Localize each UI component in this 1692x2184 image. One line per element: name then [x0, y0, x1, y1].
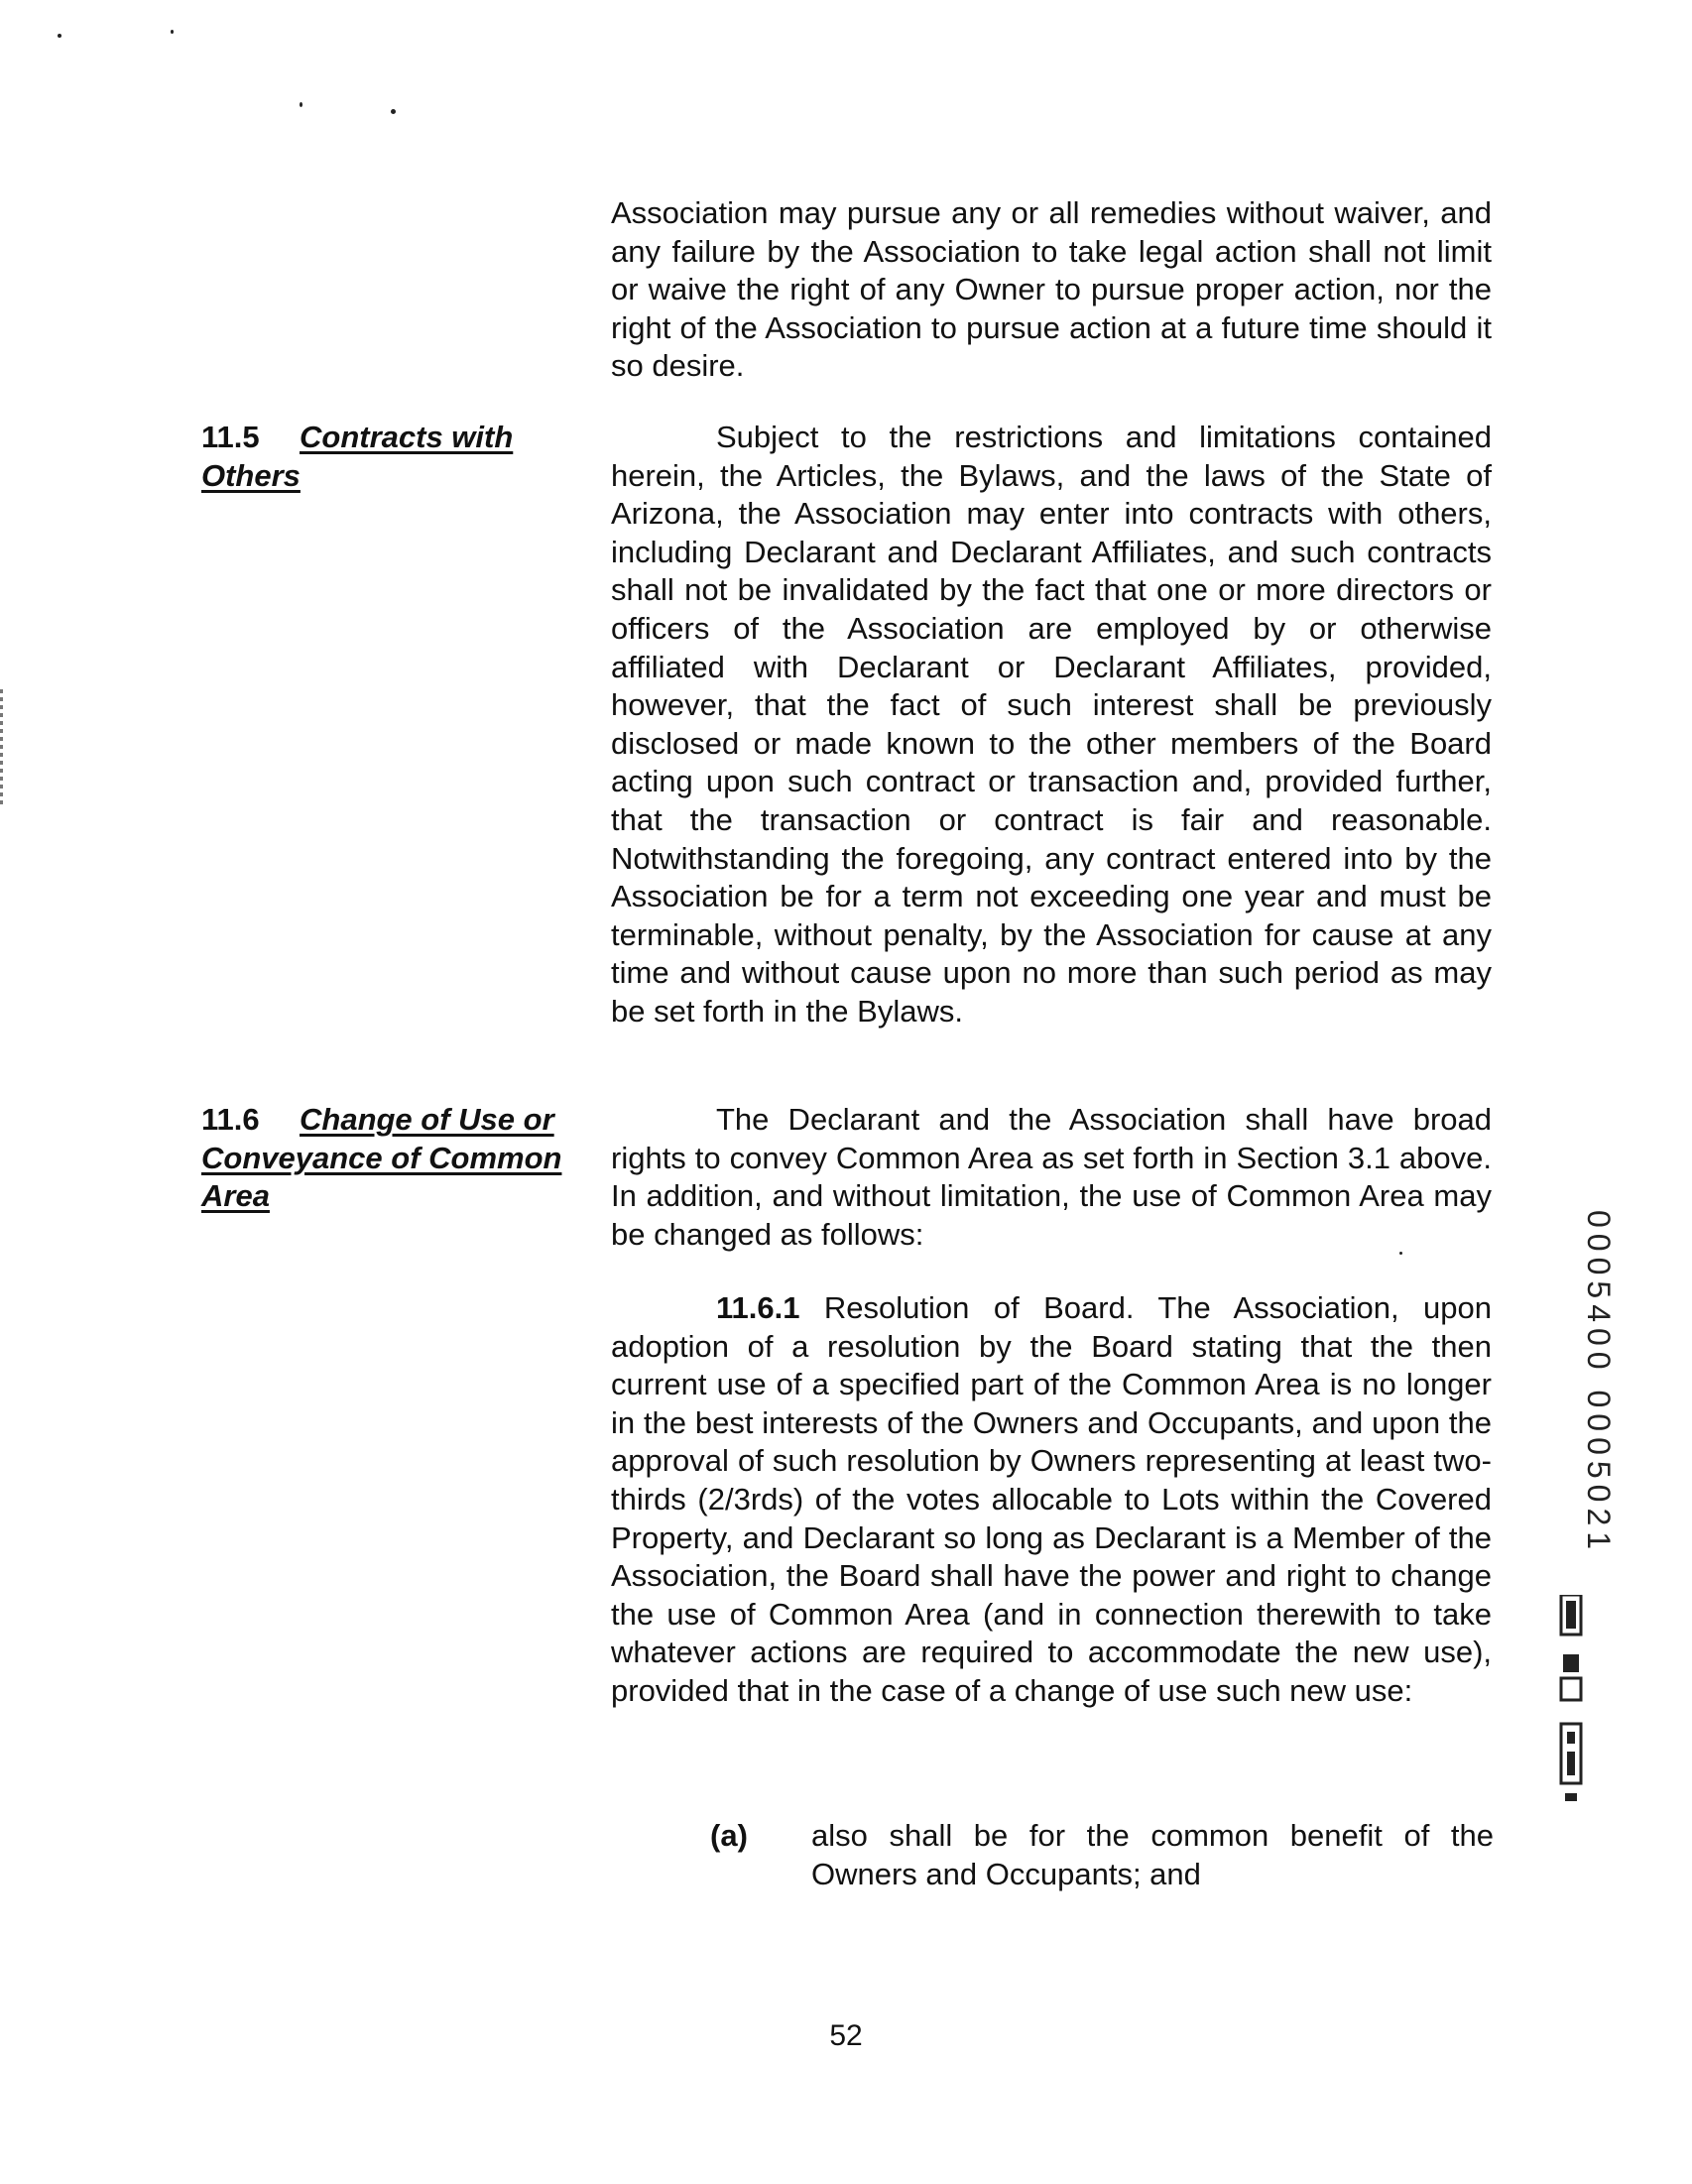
scan-edge-mark	[0, 689, 3, 808]
subsection-text: Resolution of Board. The Association, upon adoption of a resolution by the Board stating that the then current use of a specified part of the Common Area is no longer in the best interests of the Owners and Occupants, and upon the approval of such resolution by Owners representing at least two-thirds (2/3rds) of the votes allocable to Lots within the Covered Property, and Declarant so long as Declarant is a Member of the Association, the Board shall have the power and right to change the use of Common Area (and in connection therewith to take whatever actions are required to accommodate the new use), provided that in the case of a change of use such new use:	[611, 1290, 1492, 1708]
intro-paragraph: Association may pursue any or all remedies without waiver, and any failure by the Association to take legal action shall not limit or waive the right of any Owner to pursue proper action, nor the right of the Association to pursue action at a future time should it so desire.	[611, 195, 1492, 384]
section-number: 11.5	[201, 420, 260, 454]
scan-speck	[171, 30, 174, 34]
recording-stamp	[1546, 1595, 1589, 1863]
section-title: Change of Use or Conveyance of Common Area	[201, 1102, 562, 1214]
section-11-6-paragraph: The Declarant and the Association shall have broad rights to convey Common Area as set forth in Section 3.1 above. In addition, and without limitation, the use of Common Area may be changed as follows:	[611, 1102, 1492, 1252]
list-item-text: also shall be for the common benefit of the Owners and Occupants; and	[811, 1818, 1494, 1891]
page-number: 52	[829, 2019, 863, 2052]
section-11-5-heading	[201, 419, 598, 495]
document-number-stamp: 0005400 0005021	[1581, 1210, 1617, 1556]
scan-speck	[300, 102, 302, 107]
subsection-number: 11.6.1	[716, 1290, 800, 1325]
section-11-6-heading	[201, 1101, 598, 1216]
section-11-5-paragraph: Subject to the restrictions and limitations contained herein, the Articles, the Bylaws, and the laws of the State of Arizona, the Association may enter into contracts with others, including Declarant and Declarant Affiliates, and such contracts shall not be invalidated by the fact that one or more directors or officers of the Association are employed by or otherwise affiliated with Declarant or Declarant Affiliates, provided, however, that the fact of such interest shall be previously disclosed or made known to the other members of the Board acting upon such contract or transaction and, provided further, that the transaction or contract is fair and reasonable. Notwithstanding the foregoing, any contract entered into by the Association be for a term not exceeding one year and must be terminable, without penalty, by the Association for cause at any time and without cause upon no more than such period as may be set forth in the Bylaws.	[611, 420, 1492, 1029]
scan-speck	[391, 109, 396, 114]
section-number: 11.6	[201, 1102, 260, 1137]
scan-speck	[58, 34, 61, 38]
section-title: Contracts with Others	[201, 420, 514, 493]
recording-stamp-icon	[1553, 1595, 1589, 1863]
list-item-label: (a)	[710, 1818, 748, 1853]
subsection-11-6-1	[611, 1289, 1492, 1711]
